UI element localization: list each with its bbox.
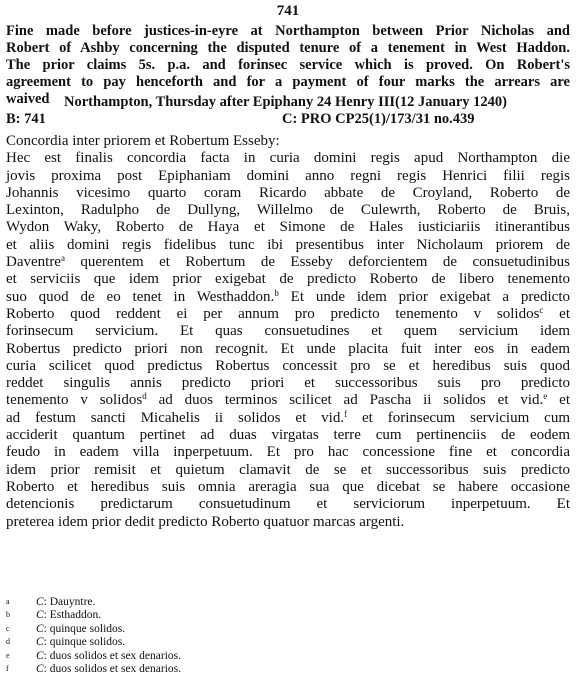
footnote-marker: b [274,287,279,298]
charter-text [6,133,570,531]
text-line: forinsecum servicium. Et quas consuetudines et quem servicium idem [6,323,570,340]
heading-line: Fine made before justices-in-eyre at Northampton between Prior Nicholas and [6,23,570,39]
footnote-source: C [36,596,44,608]
footnote-text: C: quinque solidos. [36,636,126,649]
text-line: Wydon Waky, Roberto de Haya et Simone de Hales iusticiariis itinerantibus [6,219,570,236]
text-line: jovis proxima post Epiphaniam domini anno regni regis Henrici filii regis [6,167,570,184]
page-number: 741 [276,3,300,19]
footnote-mark: d [6,637,10,647]
footnote-text: C: duos solidos et sex denarios. [36,649,182,662]
text-line: Hec est finalis concordia facta in curia domini regis apud Northampton die [6,150,570,167]
text-line: Concordia inter priorem et Robertum Esseby: [6,133,280,149]
footnote-marker: d [142,391,147,402]
footnote [6,650,570,663]
footnote-source: C [36,636,44,649]
cartulary-reference: B: 741 [6,111,46,127]
footnote-marker: a [60,253,65,264]
text-line: feudo in eadem villa inperpetuum. Et pro hac concessione fine et concordia [6,444,570,461]
footnote-text: C: duos solidos et sex denarios. [36,662,182,675]
text-line: Johannis vicesimo quarto coram Ricardo abbate de Croyland, Roberto de [6,184,570,201]
footnote-marker: e [543,391,548,402]
text-line: curia scilicet quod predictus Robertus concessit pro se et heredibus suis quod [6,357,570,374]
text-line: acciderit quantum pertinet ad duas virgatas terre cum pertinenciis de eodem [6,427,570,444]
footnote-source: C [36,649,44,662]
footnote-marker: f [344,408,348,419]
footnote-marker: c [539,304,544,315]
heading-line: waived [6,91,50,107]
footnote [6,663,570,676]
footnote-mark: b [6,610,10,620]
heading-line: The prior claims 5s. p.a. and forinsec service which is proved. On Robert's [6,57,570,73]
text-line: Roberto et heredibus suis omnia areragia sua que dicebat se habere occasione [6,478,570,495]
text-line: idem prior remisit et quietum clamavit de se et successoribus suis predicto [6,461,570,478]
date-line: Northampton, Thursday after Epiphany 24 Henry III(12 January 1240) [64,94,507,110]
text-line: ad festum sancti Micahelis ii solidos et vid.$^f$ et forinsecum servicium cum [6,408,570,426]
footnote-source: C [36,662,44,675]
footnotes [6,596,570,676]
footnote-source: C [36,609,44,622]
footnote [6,596,570,609]
text-line: reddet singulis annis predicto priori et successoribus suis pro predicto [6,375,570,392]
footnote-mark: f [6,663,9,673]
text-line: et aliis domini regis fidelibus tunc ibi presentibus inter Nicholaum priorem de [6,236,570,253]
footnote-source: C [36,622,44,635]
footnote-mark: e [6,650,10,660]
text-line: preterea idem prior dedit predicto Roberto quatuor marcas argenti. [6,513,405,530]
text-line: Roberto quod reddent ei per annum pro predicto tenemento v solidos$^c$ et [6,304,570,322]
footnote-text: C: Esthaddon. [36,609,102,622]
text-line: Lexinton, Radulpho de Dullyng, Willelmo de Culewrth, Roberto de Bruis, [6,202,570,219]
text-line: suo quod de eo tenet in Westhaddon.$^b$ Et unde idem prior exigebat a predicto [6,287,570,305]
footnote [6,636,570,649]
text-line: tenemento v solidos$^d$ ad duos terminos scilicet ad Pascha ii solidos et vid.$^e$ et [6,391,570,409]
footnote-mark: a [6,597,10,606]
text-line: detencionis predictarum consuetudinum et serviciorum inperpetuum. Et [6,496,570,513]
footnote-text: C: Dauyntre. [36,596,96,608]
text-line: et serviciis que idem prior exigebat de predicto Roberto de libero tenemento [6,271,570,288]
text-line: Daventre$^a$ querentem et Robertum de Esseby deforcientem de consuetudinibus [6,253,570,271]
footnote [6,623,570,636]
text-line: Robertus predicto priori non recognit. Et unde placita fuit inter eos in eadem [6,340,570,357]
heading-line: agreement to pay henceforth and for a payment of four marks the arrears are [6,74,570,90]
footnote [6,609,570,622]
source-reference: C: PRO CP25(1)/173/31 no.439 [282,111,475,127]
footnote-mark: c [6,623,10,633]
footnote-text: C: quinque solidos. [36,622,126,635]
heading-line: Robert of Ashby concerning the disputed tenure of a tenement in West Haddon. [6,40,570,56]
